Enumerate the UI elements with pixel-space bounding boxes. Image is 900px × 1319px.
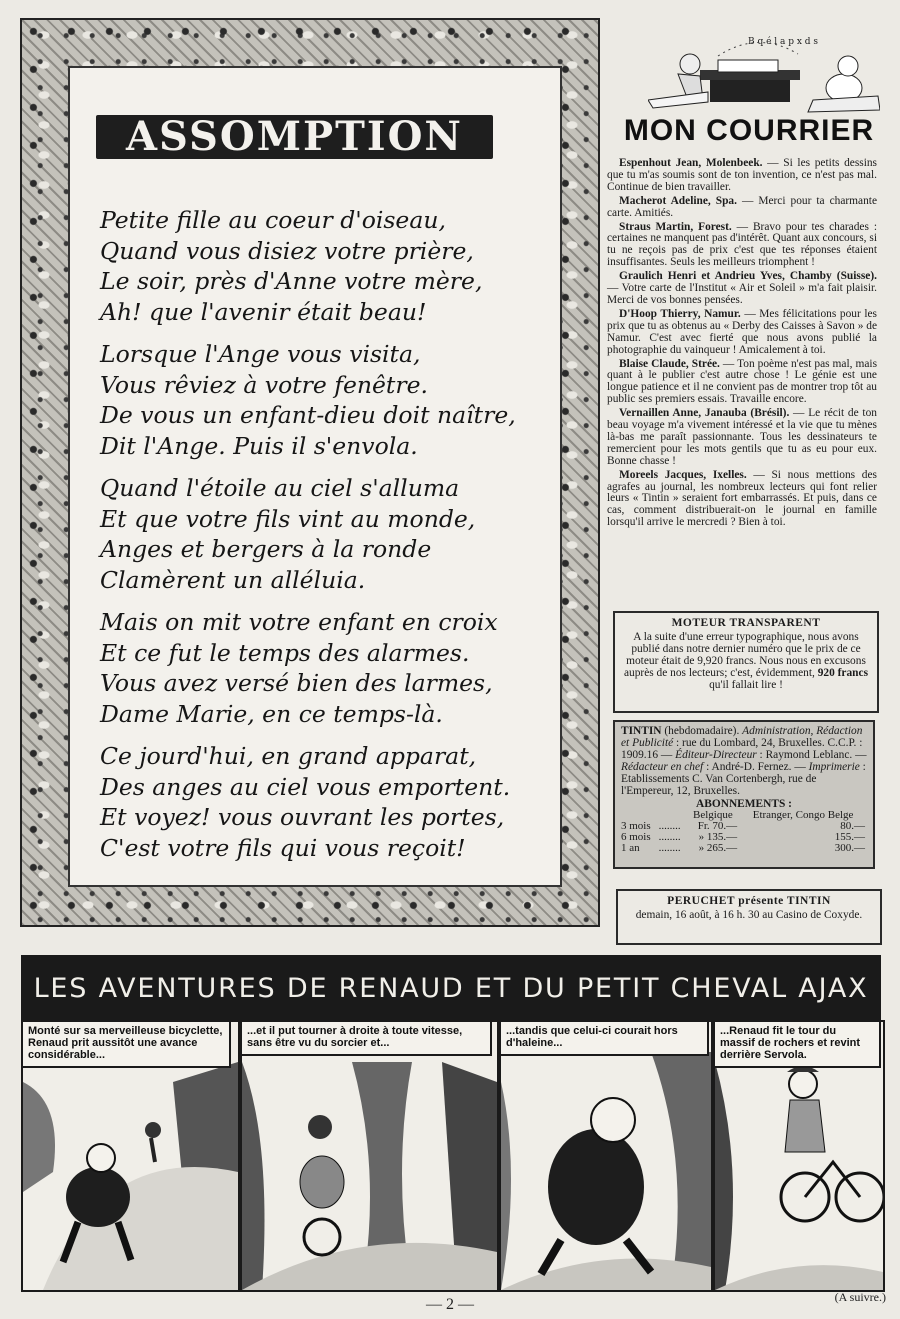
verse: Petite fille au coeur d'oiseau, <box>100 206 446 234</box>
panel-caption: ...Renaud fit le tour du massif de rochers et revint derrière Servola. <box>715 1022 881 1068</box>
letter <box>607 158 877 194</box>
publisher-info <box>613 720 875 869</box>
letter-sender: Blaise Claude, Strée. <box>619 357 720 370</box>
letter-text: — Ton poème n'est pas mal, mais quant à le publier c'est autre chose ! Le génie est une longue patience et il ne convient pas de montrer trop tôt au public ses premiers essais. Travaille encore. <box>607 357 877 406</box>
letter-sender: Moreels Jacques, Ixelles. <box>619 468 747 481</box>
letter-text: — Si nous mettions des agrafes au journal, les nombreux lecteurs qui font relier leurs « Tintin » seraient fort embarrassés. Et puis, dans ce cas, comment distribuerait-on le journal en famille lorsqu'il arrive le mercredi ? Bien à toi. <box>607 468 877 529</box>
table-row: 6 mois ........ » 135.— 155.— <box>621 831 865 843</box>
moteur-title: MOTEUR TRANSPARENT <box>671 617 821 629</box>
letter-text: — Merci pour ta charmante carte. Amitiés. <box>607 194 877 219</box>
letter-text: — Si les petits dessins que tu m'as soumis sont de ton invention, ce n'est pas mal. Continue de bien travailler. <box>607 157 877 193</box>
letter <box>607 196 877 220</box>
letter-sender: Vernaillen Anne, Janauba (Brésil). <box>619 407 790 420</box>
letter <box>607 470 877 530</box>
stanza-4 <box>100 607 530 729</box>
comic-banner <box>21 955 881 1021</box>
typewriter-illustration <box>648 30 880 118</box>
verse: Ce jourd'hui, en grand apparat, <box>100 742 477 770</box>
verse: Anges et bergers à la ronde <box>100 535 432 563</box>
letter <box>607 222 877 270</box>
moteur-notice <box>613 611 879 713</box>
letter-sender: D'Hoop Thierry, Namur. <box>619 307 741 320</box>
verse: Ah! que l'avenir était beau! <box>100 297 427 326</box>
comic-title: LES AVENTURES DE RENAUD ET DU PETIT CHEVAL AJAX <box>33 972 869 1004</box>
comic-panel-2 <box>240 1020 499 1292</box>
letter-sender: Espenhout Jean, Molenbeek. <box>619 157 763 169</box>
verse: Et voyez! vous ouvrant les portes, <box>100 803 505 831</box>
publisher-text: TINTIN (hebdomadaire). Administration, Rédaction et Publicité : rue du Lombard, 24, Bruxelles. C.C.P. : 1909.16 — Éditeur-Directeur : Raymond Leblanc. — Rédacteur en chef : André-D. Fernez. — Imprimerie : Etablissements C. Van Cortenbergh, rue de l'Empereur, 12, Bruxelles. <box>621 725 867 797</box>
stanza-5 <box>100 741 530 863</box>
poem-title: ASSOMPTION <box>125 113 463 160</box>
col-belgique: Belgique <box>693 809 733 821</box>
panel-caption: ...tandis que celui-ci courait hors d'haleine... <box>501 1022 709 1056</box>
letter-sender: Straus Martin, Forest. <box>619 220 732 233</box>
verse: Et ce fut le temps des alarmes. <box>100 638 470 667</box>
panel-caption: ...et il put tourner à droite à toute vitesse, sans être vu du sorcier et... <box>242 1022 492 1056</box>
letter-text: — Mes félicitations pour les prix que tu as obtenus au « Derby des Caisses à Savon » de Namur. C'est avec fierté que nous avons publié la photographie du vainqueur ! Amicalement à toi. <box>607 307 877 356</box>
verse: Et que votre fils vint au monde, <box>100 504 476 533</box>
poem-title-plate <box>96 115 493 159</box>
col-etranger: Etranger, Congo Belge <box>752 809 854 821</box>
svg-text:B q é l a p x d s: B q é l a p x d s <box>748 37 819 47</box>
letter <box>607 359 877 407</box>
verse: Lorsque l'Ange vous visita, <box>100 340 421 368</box>
letter <box>607 271 877 307</box>
comic-panel-1 <box>21 1020 240 1292</box>
verse: Vous avez versé bien des larmes, <box>100 669 493 697</box>
letter-text: — Le récit de ton beau voyage m'a vivement intéressé et la vie que tu mènes là-bas me paraît passionnante. Tous les dessinateurs te remercient pour les mots gentils que tu as eu pour eux. Bonne chasse ! <box>607 407 877 467</box>
table-row: 1 an ........ » 265.— 300.— <box>621 842 865 854</box>
letter-sender: Graulich Henri et Andrieu Yves, Chamby (Suisse). <box>619 270 877 283</box>
stanza-2 <box>100 339 530 461</box>
verse: C'est votre fils qui vous reçoit! <box>100 833 466 862</box>
verse: De vous un enfant-dieu doit naître, <box>100 401 516 429</box>
poem-body <box>100 205 530 875</box>
subscriptions-title: ABONNEMENTS : <box>696 798 792 810</box>
letter <box>607 309 877 357</box>
verse: Quand vous disiez votre prière, <box>100 236 474 265</box>
letters-column <box>607 158 877 531</box>
panel-2-illustration <box>242 1022 497 1290</box>
table-row: 3 mois ........ Fr. 70.— 80.— <box>621 820 865 832</box>
comic-panel-3 <box>499 1020 713 1292</box>
letter-sender: Macherot Adeline, Spa. <box>619 194 737 207</box>
panel-3-illustration <box>501 1022 711 1290</box>
verse: Mais on mit votre enfant en croix <box>100 608 498 636</box>
courrier-title: MON COURRIER <box>623 114 875 147</box>
subscriptions-table <box>621 810 867 854</box>
peruchet-notice <box>616 889 882 945</box>
page-number: — 2 — <box>426 1296 474 1313</box>
stanza-1 <box>100 205 530 327</box>
letter <box>607 408 877 468</box>
verse: Vous rêviez à votre fenêtre. <box>100 370 428 399</box>
verse: Le soir, près d'Anne votre mère, <box>100 267 483 295</box>
peruchet-title: PERUCHET présente TINTIN <box>667 895 831 907</box>
panel-caption: Monté sur sa merveilleuse bicyclette, Renaud prit aussitôt une avance considérable... <box>23 1022 231 1068</box>
peruchet-text: demain, 16 août, à 16 h. 30 au Casino de Coxyde. <box>635 909 863 921</box>
moteur-text: A la suite d'une erreur typographique, nous avons publié dans notre dernier numéro que le prix de ce moteur était de 9,920 francs. Nous nous en excusons auprès de nos lecteurs; c'est, évidemment, 920 francs qu'il fallait lire ! <box>623 631 869 691</box>
to-be-continued: (A suivre.) <box>834 1290 886 1304</box>
verse: Clamèrent un alléluia. <box>100 565 366 594</box>
comic-panel-4 <box>713 1020 885 1292</box>
verse: Dit l'Ange. Puis il s'envola. <box>100 431 418 460</box>
verse: Des anges au ciel vous emportent. <box>100 772 511 801</box>
stanza-3 <box>100 473 530 595</box>
letter-text: — Bravo pour tes charades : certaines ne manquent pas d'intérêt. Quant aux concours, si tu ne reçois pas de prix c'est que tes réponses étaient insuffisantes. Seuls les meilleurs triomphent ! <box>607 220 877 269</box>
letter-text: — Votre carte de l'Institut « Air et Soleil » m'a fait plaisir. Merci de vos bonnes pensées. <box>607 282 877 306</box>
verse: Dame Marie, en ce temps-là. <box>100 699 443 728</box>
verse: Quand l'étoile au ciel s'alluma <box>100 474 460 502</box>
